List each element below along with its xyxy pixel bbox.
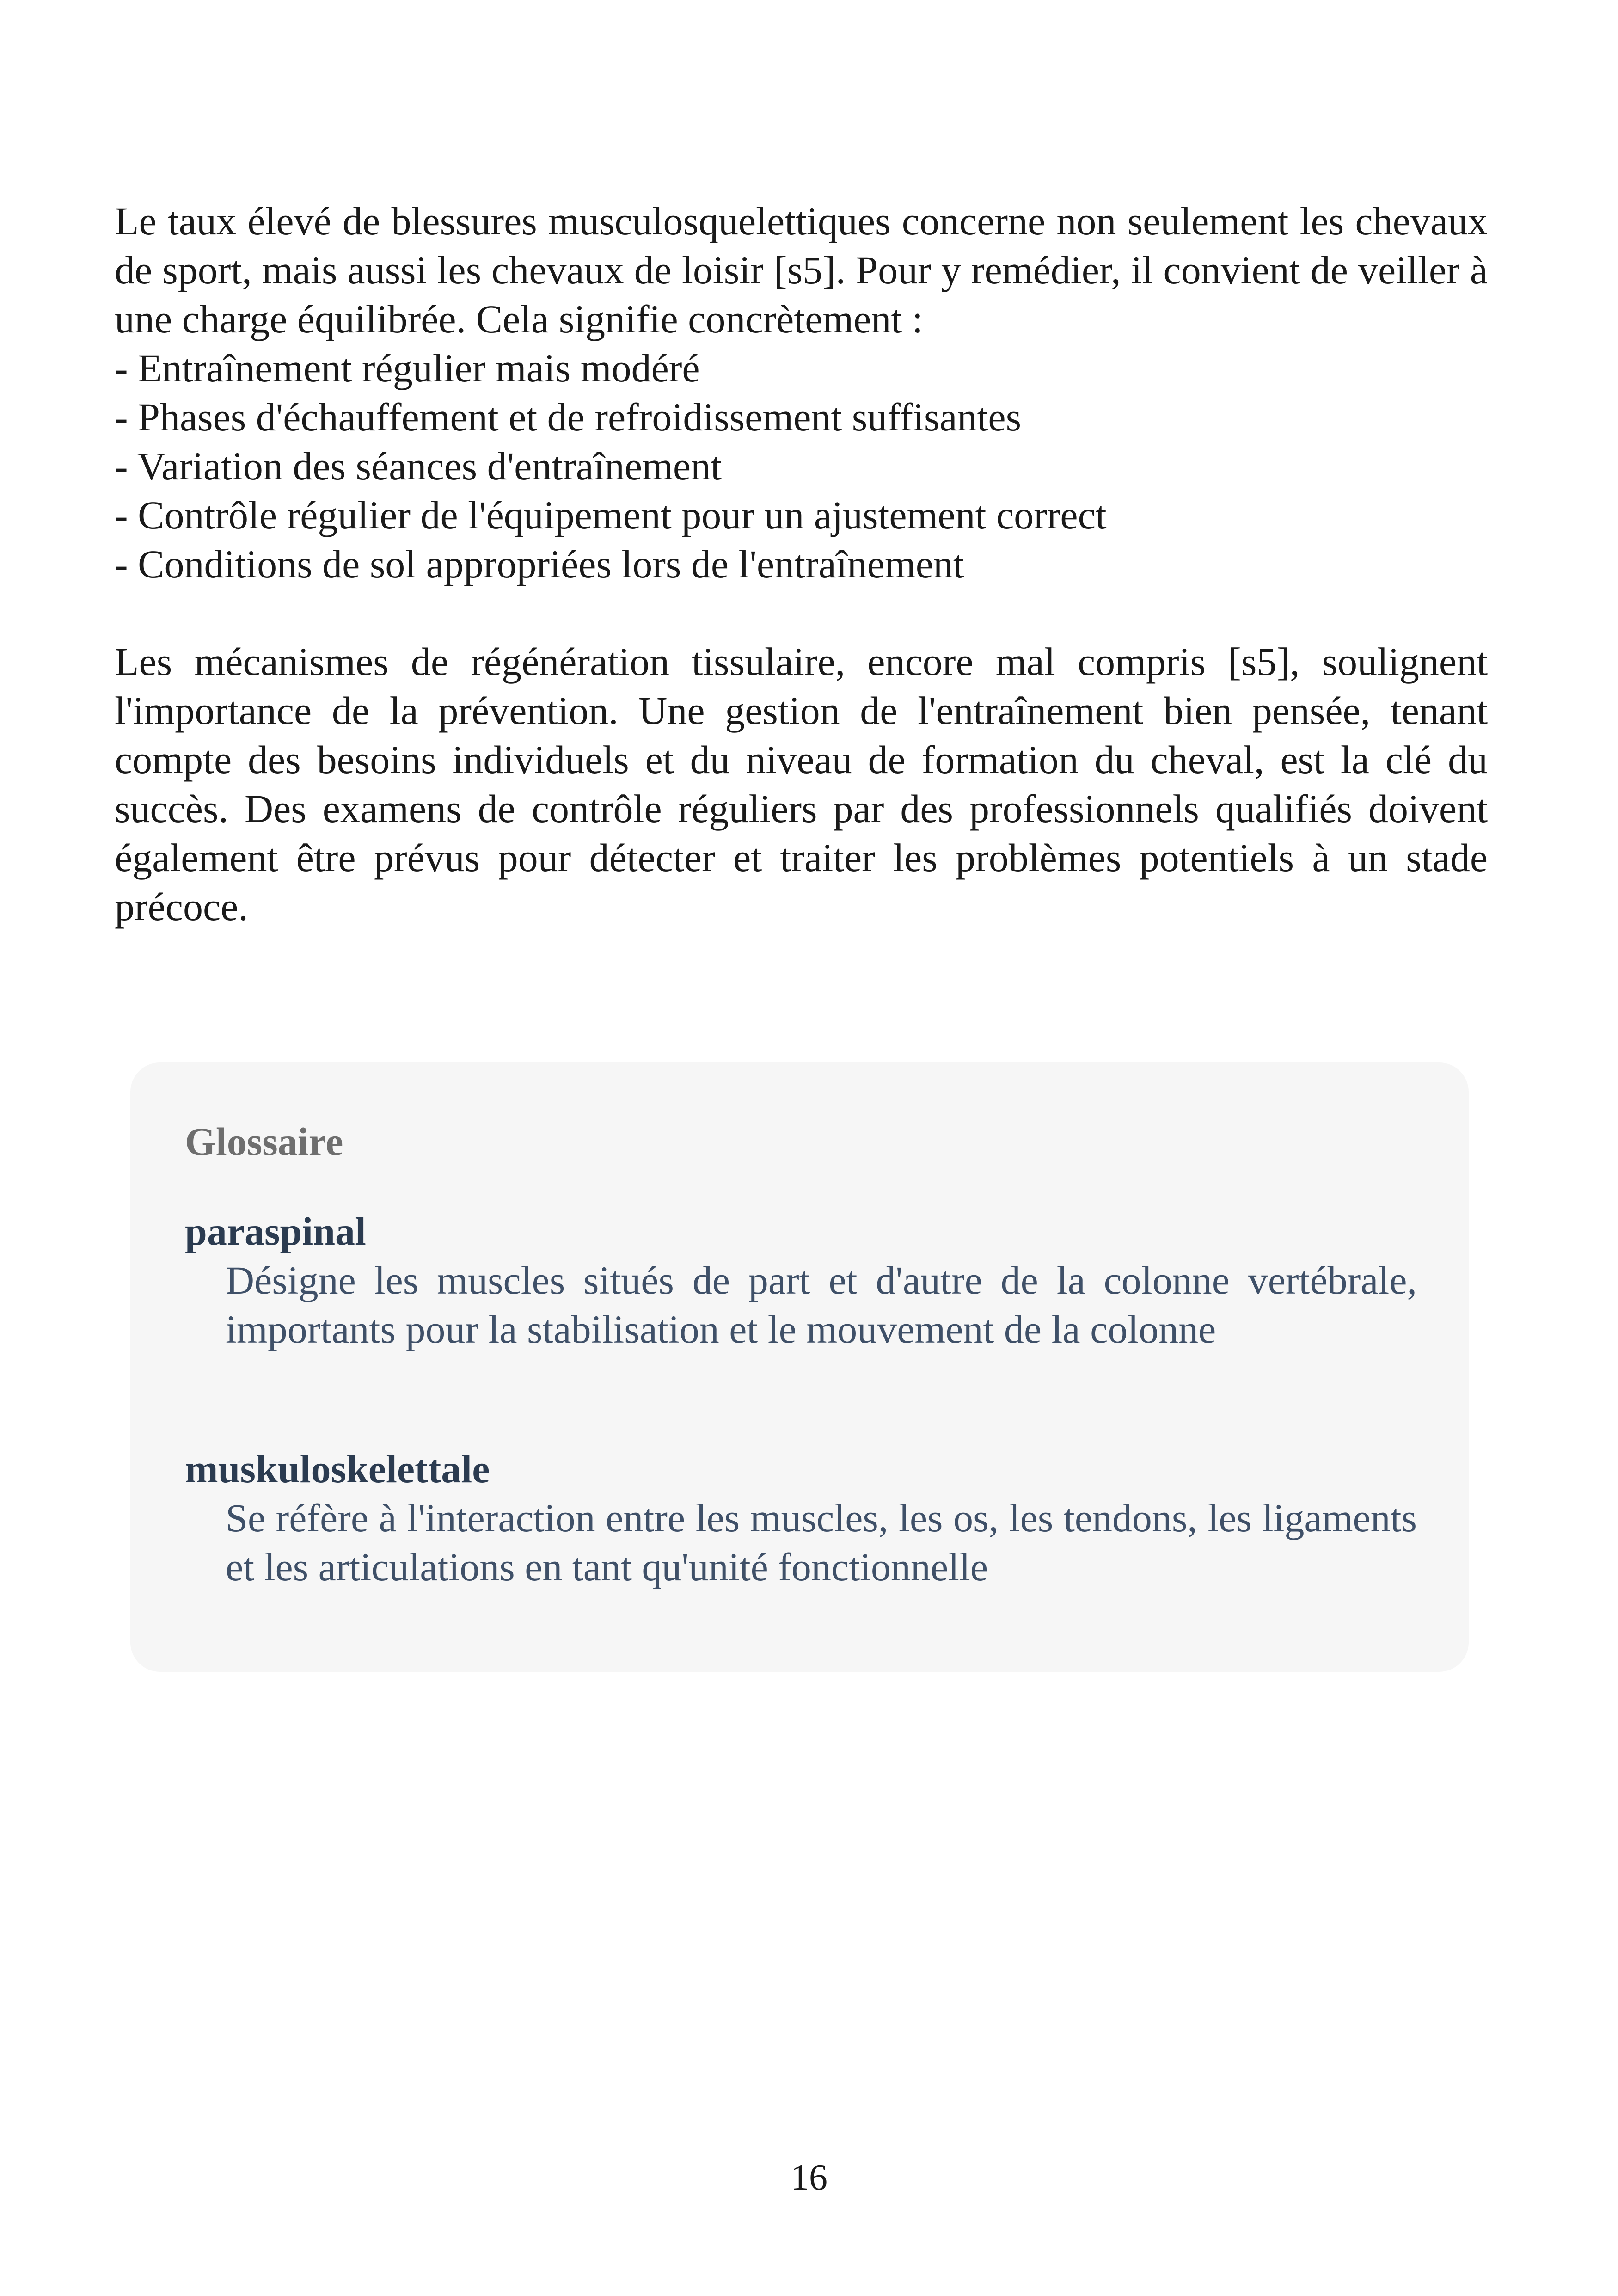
glossary-definition: Se réfère à l'interaction entre les muscles, les os, les tendons, les ligaments et les articulations en tant qu'unité fonctionnelle [226, 1496, 1417, 1589]
glossary-term: paraspinal [185, 1209, 366, 1253]
page-number: 16 [791, 2157, 827, 2198]
glossary-box [130, 1062, 1469, 1672]
list-item: - Conditions de sol appropriées lors de l'entraînement [115, 542, 964, 586]
list-item: - Variation des séances d'entraînement [115, 444, 722, 488]
list-item: - Phases d'échauffement et de refroidissement suffisantes [115, 395, 1022, 439]
body-text-block [115, 196, 1488, 589]
list-item: - Contrôle régulier de l'équipement pour un ajustement correct [115, 493, 1107, 537]
glossary-title: Glossaire [185, 1119, 343, 1164]
glossary-term: muskuloskelettale [185, 1447, 490, 1491]
glossary-definition: Désigne les muscles situés de part et d'autre de la colonne vertébrale, importants pour la stabilisation et le mouvement de la colonne [226, 1258, 1417, 1351]
second-paragraph: Les mécanismes de régénération tissulaire, encore mal compris [s5], soulignent l'importance de la prévention. Une gestion de l'entraînement bien pensée, tenant compte des besoins individuels et du niveau de formation du cheval, est la clé du succès. Des examens de contrôle réguliers par des professionnels qualifiés doivent également être prévus pour détecter et traiter les problèmes potentiels à un stade précoce. [115, 639, 1488, 929]
recommendation-list [115, 344, 1488, 589]
intro-paragraph: Le taux élevé de blessures musculosquelettiques concerne non seulement les chevaux de sport, mais aussi les chevaux de loisir [s5]. Pour y remédier, il convient de veiller à une charge équilibrée. Cela signifie concrètement : [115, 199, 1488, 341]
list-item: - Entraînement régulier mais modéré [115, 346, 700, 390]
